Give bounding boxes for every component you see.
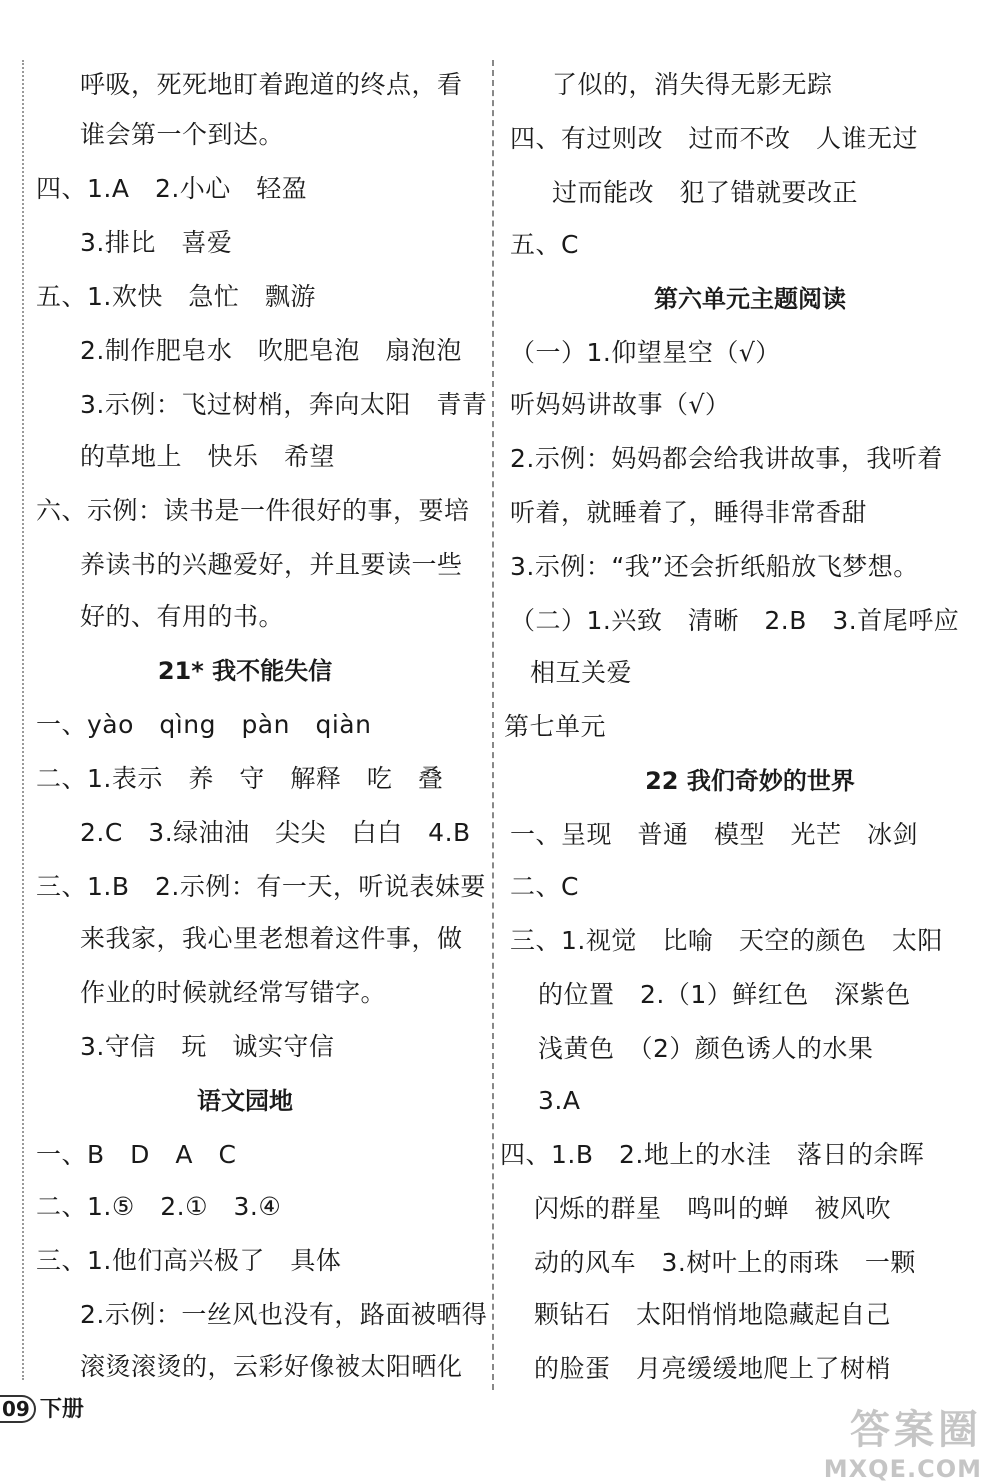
answer-line: 3.守信 玩 诚实守信 — [80, 1032, 335, 1061]
answer-line: 三、1.视觉 比喻 天空的颜色 太阳 — [510, 926, 943, 955]
answer-line: 五、1.欢快 急忙 飘游 — [36, 282, 316, 311]
answer-line: （二）1.兴致 清晰 2.B 3.首尾呼应 — [510, 606, 960, 635]
answer-line: 闪烁的群星 鸣叫的蝉 被风吹 — [534, 1194, 892, 1223]
answer-line: 五、C — [510, 230, 579, 259]
watermark — [824, 1398, 982, 1483]
watermark-logo: 答案圈 — [850, 1407, 982, 1453]
answer-line: 一、B D A C — [36, 1140, 237, 1169]
answer-line: 2.制作肥皂水 吹肥皂泡 扇泡泡 — [80, 336, 462, 365]
answer-line: 2.示例：妈妈都会给我讲故事，我听着 — [510, 444, 943, 473]
answer-line: 四、1.A 2.小心 轻盈 — [36, 174, 308, 203]
section-heading: 语文园地 — [197, 1087, 293, 1115]
answer-line: 颗钻石 太阳悄悄地隐藏起自己 — [534, 1300, 892, 1329]
answer-line: 滚烫滚烫的，云彩好像被太阳晒化 — [80, 1352, 463, 1381]
answer-line: 3.排比 喜爱 — [80, 228, 233, 257]
page-footer — [0, 1392, 84, 1423]
answer-line: 六、示例：读书是一件很好的事，要培 — [36, 496, 470, 525]
answer-line: 动的风车 3.树叶上的雨珠 一颗 — [534, 1248, 916, 1277]
answer-line: 二、C — [510, 872, 579, 901]
answer-line: 3.示例：飞过树梢，奔向太阳 青青 — [80, 390, 488, 419]
margin-rule — [22, 60, 24, 1380]
answer-line: 四、有过则改 过而不改 人谁无过 — [510, 124, 919, 153]
section-heading: 22 我们奇妙的世界 — [645, 767, 855, 795]
answer-line: 作业的时候就经常写错字。 — [80, 978, 387, 1007]
answer-line: 三、1.B 2.示例：有一天，听说表妹要 — [36, 872, 486, 901]
answer-line: 了似的，消失得无影无踪 — [552, 70, 833, 99]
answer-line: 听着，就睡着了，睡得非常香甜 — [510, 498, 868, 527]
column-divider — [492, 60, 494, 1390]
answer-line: 养读书的兴趣爱好，并且要读一些 — [80, 550, 463, 579]
answer-line: 3.示例：“我”还会折纸船放飞梦想。 — [510, 552, 919, 581]
answer-line: 2.示例：一丝风也没有，路面被晒得 — [80, 1300, 488, 1329]
answer-line: 相互关爱 — [530, 658, 633, 687]
answer-line: 的位置 2.（1）鲜红色 深紫色 — [538, 980, 911, 1009]
answer-line: 二、1.⑤ 2.① 3.④ — [36, 1192, 282, 1221]
answer-line: 呼吸，死死地盯着跑道的终点，看 — [80, 70, 463, 99]
watermark-url: MXQE.COM — [823, 1455, 982, 1483]
answer-line: 第七单元 — [504, 712, 607, 741]
answer-line: 的草地上 快乐 希望 — [80, 442, 336, 471]
answer-line: 三、1.他们高兴极了 具体 — [36, 1246, 342, 1275]
answer-line: 一、呈现 普通 模型 光芒 冰剑 — [510, 820, 919, 849]
volume-label: 下册 — [39, 1397, 84, 1422]
answer-line: 浅黄色 （2）颜色诱人的水果 — [538, 1034, 874, 1063]
answer-line: 好的、有用的书。 — [80, 602, 285, 631]
answer-line: 听妈妈讲故事（√） — [510, 390, 731, 419]
page-number: 09 — [0, 1395, 36, 1423]
answer-line: 来我家，我心里老想着这件事，做 — [80, 924, 463, 953]
answer-line: 过而能改 犯了错就要改正 — [552, 178, 859, 207]
answer-line: 一、yào qìng pàn qiàn — [36, 710, 372, 739]
answer-line: 的脸蛋 月亮缓缓地爬上了树梢 — [534, 1354, 892, 1383]
answer-line: 二、1.表示 养 守 解释 吃 叠 — [36, 764, 444, 793]
answer-line: 谁会第一个到达。 — [80, 120, 285, 149]
answer-line: （一）1.仰望星空（√） — [510, 338, 781, 367]
section-heading: 21* 我不能失信 — [157, 657, 333, 685]
answer-line: 3.A — [538, 1086, 581, 1115]
section-heading: 第六单元主题阅读 — [654, 285, 846, 313]
answer-line: 四、1.B 2.地上的水洼 落日的余晖 — [500, 1140, 925, 1169]
answer-line: 2.C 3.绿油油 尖尖 白白 4.B — [80, 818, 471, 847]
